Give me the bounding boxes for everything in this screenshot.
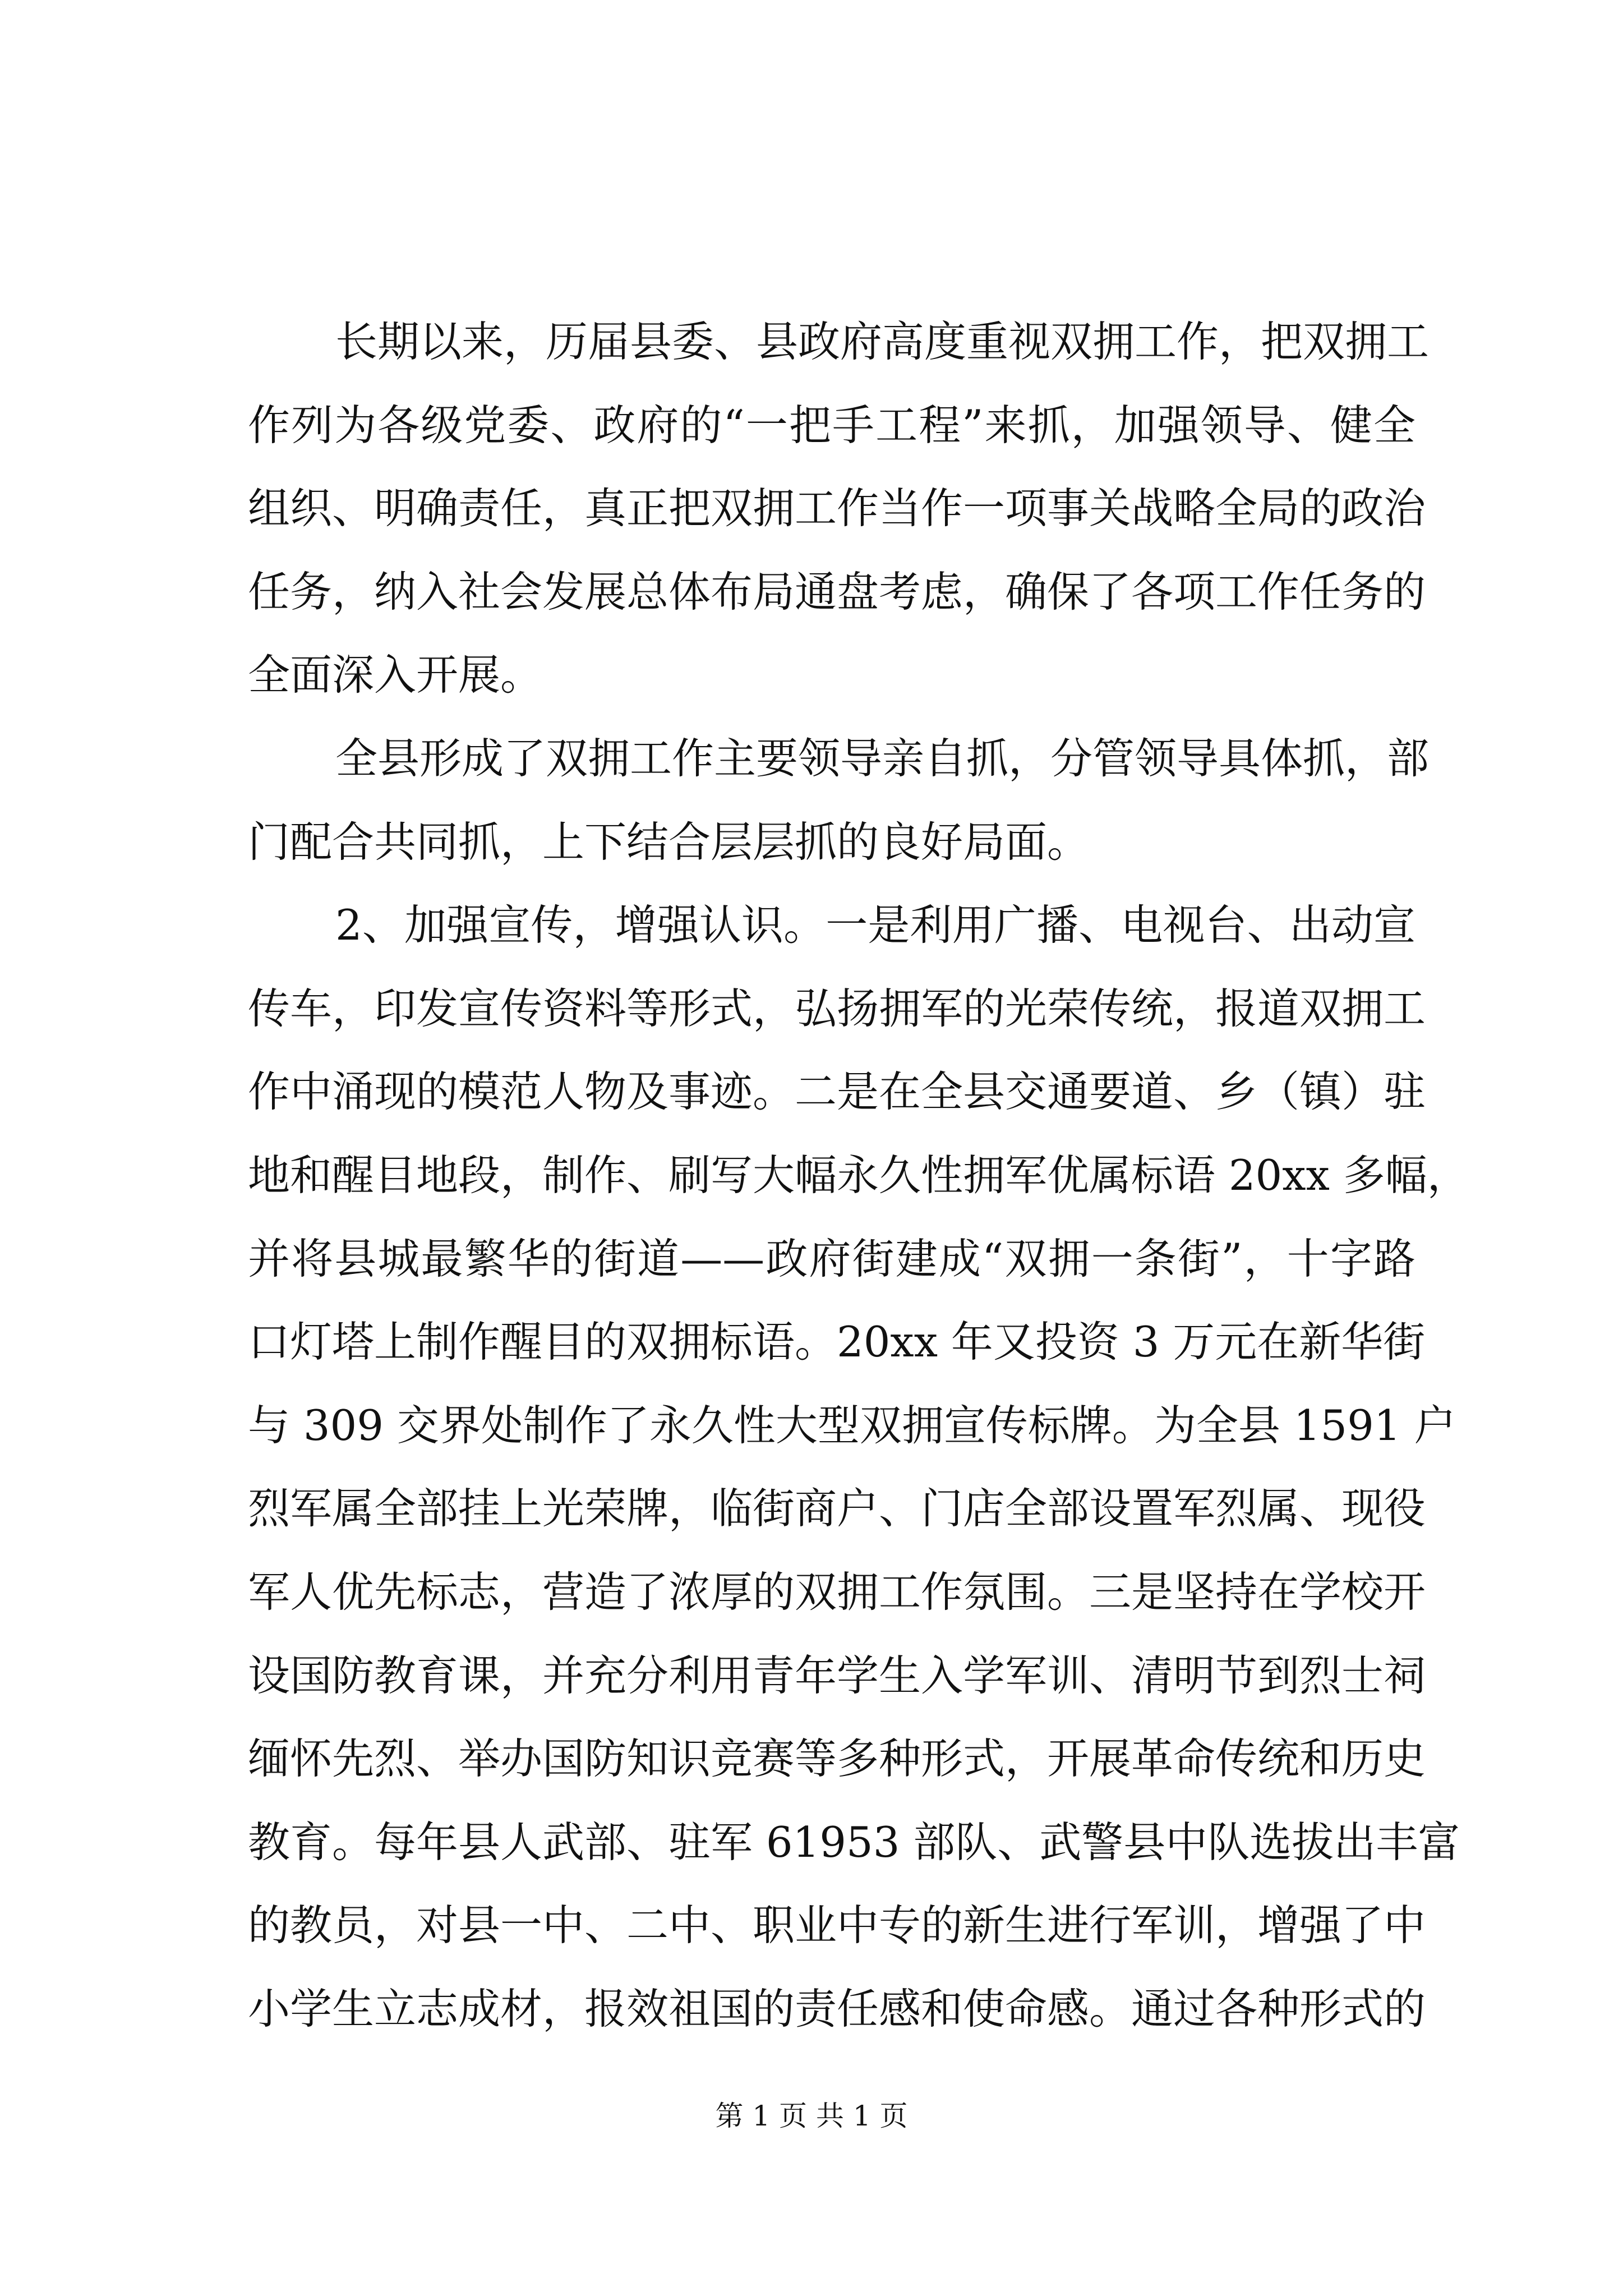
text-line: 传车，印发宣传资料等形式，弘扬拥军的光荣传统，报道双拥工 [248,983,1426,1033]
text-line: 长期以来，历届县委、县政府高度重视双拥工作，把双拥工 [335,317,1430,366]
text-line: 组织、明确责任，真正把双拥工作当作一项事关战略全局的政治 [248,484,1426,533]
text-line: 全面深入开展。 [248,650,543,700]
text-line: 教育。每年县人武部、驻军 61953 部队、武警县中队选拔出丰富 [248,1817,1460,1867]
text-line: 军人优先标志，营造了浓厚的双拥工作氛围。三是坚持在学校开 [248,1567,1426,1617]
text-line: 的教员，对县一中、二中、职业中专的新生进行军训，增强了中 [248,1901,1426,1950]
text-line: 作列为各级党委、政府的“一把手工程”来抓，加强领导、健全 [248,400,1415,450]
text-line: 设国防教育课，并充分利用青年学生入学军训、清明节到烈士祠 [248,1650,1426,1700]
text-line: 小学生立志成材，报效祖国的责任感和使命感。通过各种形式的 [248,1984,1426,2033]
text-line: 地和醒目地段，制作、刷写大幅永久性拥军优属标语 20xx 多幅， [248,1150,1469,1200]
text-line: 与 309 交界处制作了永久性大型双拥宣传标牌。为全县 1591 户 [248,1400,1456,1450]
text-line: 烈军属全部挂上光荣牌，临街商户、门店全部设置军烈属、现役 [248,1484,1426,1534]
text-line: 口灯塔上制作醒目的双拥标语。20xx 年又投资 3 万元在新华街 [248,1317,1426,1367]
text-line: 2、加强宣传，增强认识。一是利用广播、电视台、出动宣 [335,900,1415,950]
text-line: 作中涌现的模范人物及事迹。二是在全县交通要道、乡（镇）驻 [248,1067,1426,1117]
page-footer: 第 1 页 共 1 页 [715,2100,908,2132]
text-line: 全县形成了双拥工作主要领导亲自抓，分管领导具体抓，部 [335,733,1430,783]
text-line: 任务，纳入社会发展总体布局通盘考虑，确保了各项工作任务的 [248,567,1426,616]
text-line: 门配合共同抓，上下结合层层抓的良好局面。 [248,817,1090,867]
text-line: 缅怀先烈、举办国防知识竞赛等多种形式，开展革命传统和历史 [248,1734,1426,1784]
document-body [248,300,1469,2050]
text-line: 并将县城最繁华的街道——政府街建成“双拥一条街”，十字路 [248,1234,1415,1283]
